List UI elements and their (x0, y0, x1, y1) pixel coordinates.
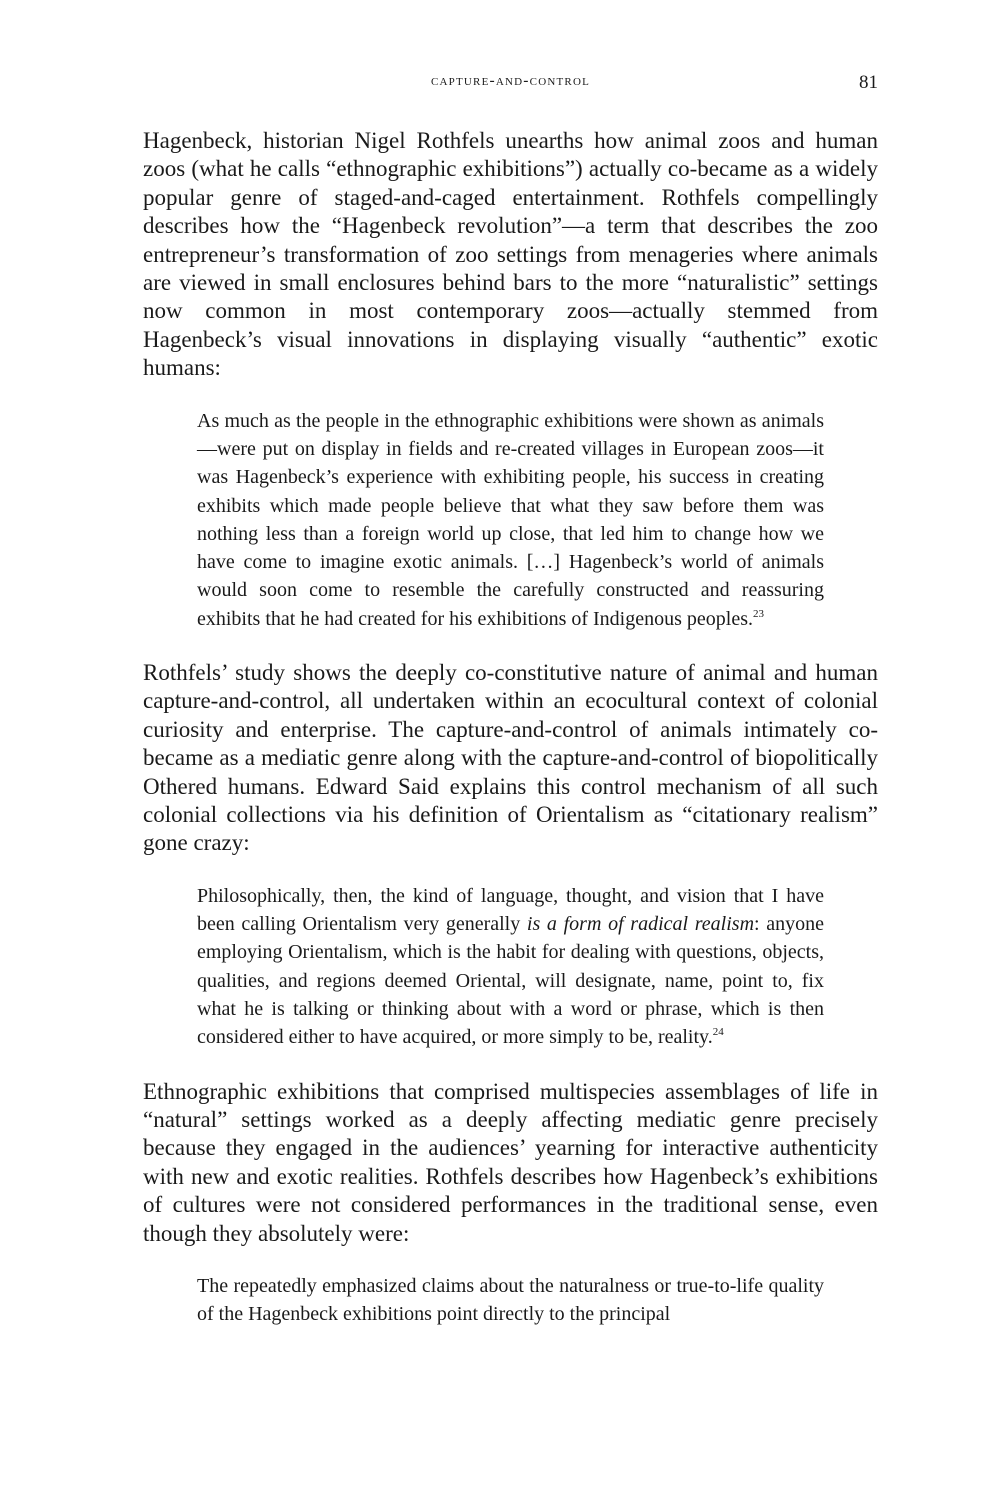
paragraph-1: Hagenbeck, historian Nigel Rothfels unearths how animal zoos and human zoos (what he calls “ethnographic exhibitions”) actually co-became as a widely popular genre of staged-and-caged entertainment. Rothfels compellingly describes how the “Hagenbeck revolution”—a term that describes the zoo entrepreneur’s transformation of zoo settings from menageries where animals are viewed in small enclosures behind bars to the more “naturalistic” settings now common in most contemporary zoos—actually stemmed from Hagenbeck’s visual innovations in displaying visually “authentic” exotic humans: (143, 128, 878, 381)
block-quote-2-after: : anyone employing Orientalism, which is the habit for dealing with questions, objects, qualities, and regions deemed Oriental, will designate, name, point to, fix what he is talking or thinking about with a word or phrase, which is then considered either to have acquired, or more simply to be, reality. (197, 913, 825, 1049)
paragraph-2: Rothfels’ study shows the deeply co-constitutive nature of animal and human capture-and-control, all undertaken within an ecocultural context of colonial curiosity and enterprise. The capture-and-control of animals intimately co-became as a mediatic genre along with the capture-and-control of biopolitically Othered humans. Edward Said explains this control mechanism of all such colonial collections via his definition of Orientalism as “citationary realism” gone crazy: (143, 660, 878, 856)
footnote-ref-24[interactable]: 24 (712, 1026, 724, 1039)
running-title: capture-and-control (430, 72, 591, 89)
block-quote-1 (197, 407, 824, 633)
block-quote-2-before: Philosophically, then, the kind of language, thought, and vision that I have been calling Orientalism very generally (197, 884, 824, 936)
block-quote-2-italic: is a form of radical realism (526, 913, 755, 936)
block-quote-2 (197, 882, 824, 1052)
footnote-ref-23[interactable]: 23 (752, 607, 764, 620)
page-number: 81 (859, 72, 878, 93)
block-quote-1-text: As much as the people in the ethnographic exhibitions were shown as animals—were put on display in fields and re-created villages in European zoos—it was Hagenbeck’s experience with exhibiting people, his success in creating exhibits which made people believe that what they saw before them was nothing less than a foreign world up close, that led him to change how we have come to imagine exotic animals. […] Hagenbeck’s world of animals would soon come to resemble the carefully constructed and reassuring exhibits that he had created for his exhibitions of Indigenous peoples. (197, 409, 824, 630)
body-text (143, 127, 878, 1329)
paragraph-3: Ethnographic exhibitions that comprised multispecies assemblages of life in “natural” settings worked as a deeply affecting mediatic genre precisely because they engaged in the audiences’ yearning for interactive authenticity with new and exotic realities. Rothfels describes how Hagenbeck’s exhibitions of cultures were not considered performances in the traditional sense, even though they absolutely were: (143, 1078, 878, 1246)
block-quote-3: The repeatedly emphasized claims about the naturalness or true-to-life quality of the Hagenbeck exhibitions point directly to the principal (197, 1275, 824, 1326)
running-head (143, 72, 878, 96)
